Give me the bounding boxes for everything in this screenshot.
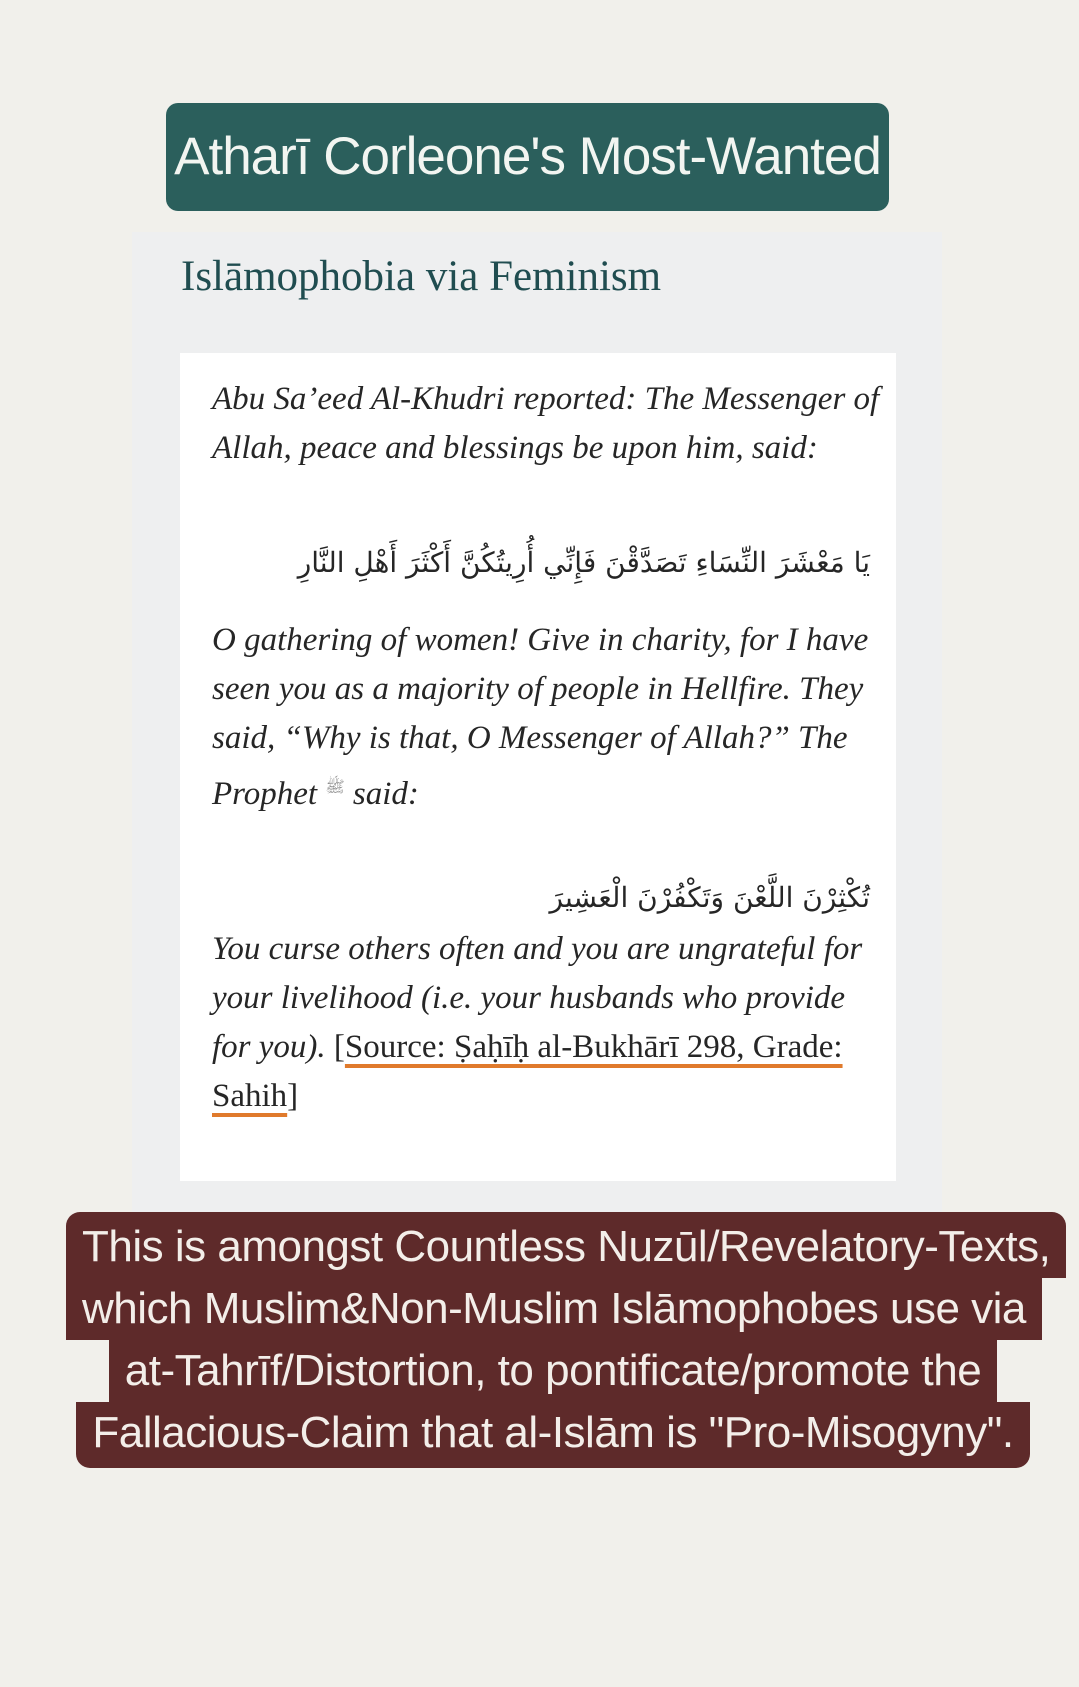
arabic-text-2: تُكْثِرْنَ اللَّعْنَ وَتَكْفُرْنَ الْعَشِيرَ <box>549 881 870 914</box>
translation-1-body: O gathering of women! Give in charity, for I have seen you as a majority of people in Hellfire. They said, “Why is that, O Messenger of Allah?” The Prophet <box>212 622 869 812</box>
caption-box <box>66 1212 1051 1468</box>
panel-heading: Islāmophobia via Feminism <box>181 253 662 300</box>
title-banner <box>166 103 889 211</box>
caption-line: at-Tahrīf/Distortion, to pontificate/promote the <box>109 1340 997 1402</box>
hadith-panel <box>132 232 942 1212</box>
translation-1-end: said: <box>352 776 419 812</box>
caption-line: which Muslim&Non-Muslim Islāmophobes use via <box>66 1278 1042 1340</box>
source-link[interactable]: Source: Ṣaḥīḥ al-Bukhārī 298, Grade: Sahih <box>212 1029 843 1114</box>
arabic-text-1: يَا مَعْشَرَ النِّسَاءِ تَصَدَّقْنَ فَإِنِّي أُرِيتُكُنَّ أَكْثَرَ أَهْلِ النَّارِ <box>297 546 870 579</box>
caption-line: This is amongst Countless Nuzūl/Revelatory-Texts, <box>66 1212 1066 1278</box>
salawat-icon: ﷺ <box>325 779 345 796</box>
caption-line: Fallacious-Claim that al-Islām is "Pro-Misogyny". <box>76 1402 1029 1468</box>
title-text: Atharī Corleone's Most-Wanted <box>174 127 881 186</box>
hadith-translation-1 <box>212 616 882 819</box>
source-open-bracket: [ <box>333 1029 345 1065</box>
hadith-intro: Abu Sa’eed Al-Khudri reported: The Messenger of Allah, peace and blessings be upon him, said: <box>212 381 880 466</box>
source-close-bracket: ] <box>287 1078 299 1114</box>
hadith-card <box>180 353 896 1181</box>
hadith-translation-2 <box>212 925 882 1121</box>
translation-2-body: You curse others often and you are ungrateful for your livelihood (i.e. your husbands who provide for you). <box>212 931 863 1065</box>
